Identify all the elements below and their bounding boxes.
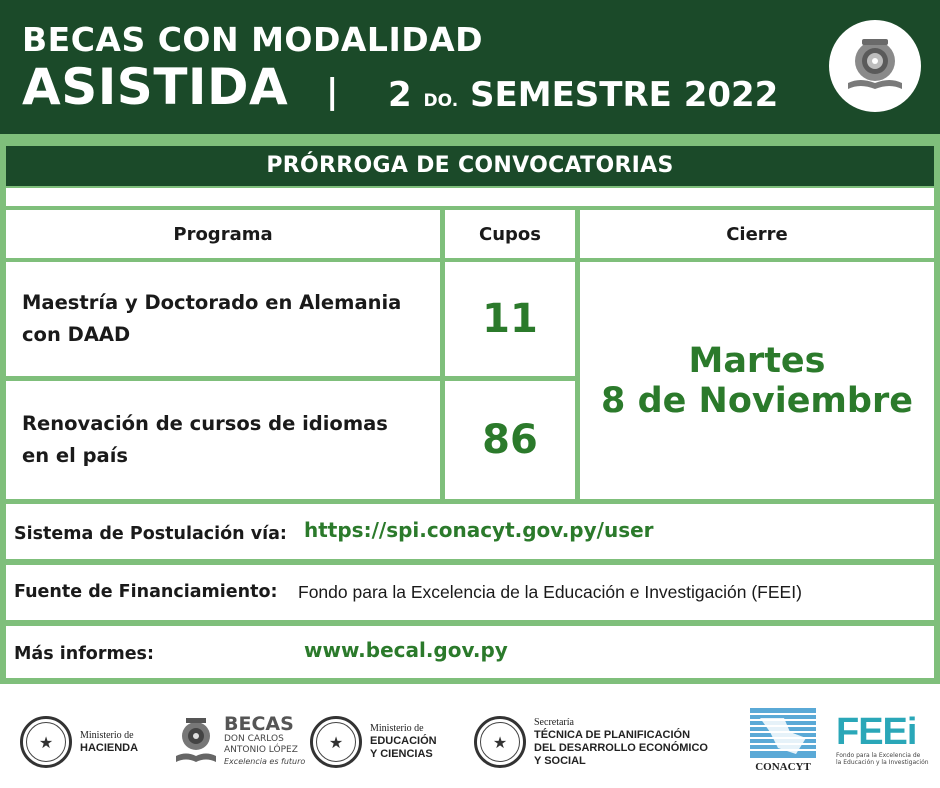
programa-1-line1: Maestría y Doctorado en Alemania [22, 291, 402, 314]
financiamiento-value: Fondo para la Excelencia de la Educación e Investigación (FEEI) [298, 582, 802, 602]
cierre-date [580, 262, 934, 499]
cupos-row-1: 11 [445, 262, 575, 376]
steam-engine-icon [174, 716, 218, 766]
title-line2: ASISTIDA [22, 58, 289, 116]
feei-sub1: Fondo para la Excelencia de [836, 752, 921, 759]
cierre-date-text: 8 de Noviembre [601, 380, 913, 421]
logo-mec [310, 716, 437, 768]
republic-seal-icon: ★ [310, 716, 362, 768]
financiamiento-label: Fuente de Financiamiento: [14, 582, 278, 602]
becas-title: BECAS [224, 713, 294, 735]
semester-ordinal: DO. [423, 91, 459, 111]
informes-link[interactable]: www.becal.gov.py [304, 638, 508, 662]
logo-feei [836, 712, 929, 766]
becas-sub2: ANTONIO LÓPEZ [224, 745, 298, 755]
financiamiento-row [6, 565, 934, 620]
hacienda-big: HACIENDA [80, 741, 139, 754]
header-programa: Programa [6, 210, 440, 258]
programa-row-1 [6, 262, 440, 376]
semester-text: SEMESTRE 2022 [470, 75, 779, 115]
header-banner [0, 0, 940, 134]
stp-big3: Y SOCIAL [534, 754, 586, 767]
logo-hacienda [20, 716, 138, 768]
programa-row-2 [6, 381, 440, 499]
becas-logo [829, 20, 921, 112]
informes-row [6, 626, 934, 678]
conacyt-map-icon [750, 708, 816, 758]
title-separator: | [326, 72, 339, 112]
postulacion-label: Sistema de Postulación vía: [14, 524, 287, 544]
programa-2-line1: Renovación de cursos de idiomas [22, 412, 388, 435]
programa-1-line2: con DAAD [22, 323, 131, 346]
mec-big2: Y CIENCIAS [370, 748, 433, 760]
steam-engine-book-icon [840, 31, 910, 101]
hacienda-small: Ministerio de [80, 729, 134, 741]
mec-big1: EDUCACIÓN [370, 735, 437, 747]
feei-sub2: la Educación y la Investigación [836, 759, 929, 766]
becas-sub1: DON CARLOS [224, 734, 284, 744]
postulacion-row [6, 504, 934, 559]
logo-becas [174, 714, 305, 767]
stp-big2: DEL DESARROLLO ECONÓMICO [534, 741, 708, 754]
header-cupos: Cupos [445, 210, 575, 258]
logo-stp [474, 716, 708, 768]
cierre-day: Martes [688, 340, 826, 381]
cupos-row-2: 86 [445, 381, 575, 499]
footer-logos [0, 684, 940, 788]
stp-small: Secretaría [534, 716, 574, 728]
semester-label [388, 75, 778, 115]
spacer-strip [6, 188, 934, 206]
republic-seal-icon: ★ [20, 716, 72, 768]
becas-tag: Excelencia es futuro [224, 757, 306, 766]
prorroga-title: PRÓRROGA DE CONVOCATORIAS [6, 146, 934, 186]
programa-2-line2: en el país [22, 444, 129, 467]
feei-logo-text: FEEi [836, 711, 917, 753]
logo-conacyt [750, 708, 816, 773]
conacyt-label: CONACYT [755, 761, 811, 773]
semester-number: 2 [388, 75, 412, 115]
informes-label: Más informes: [14, 644, 154, 664]
stp-big1: TÉCNICA DE PLANIFICACIÓN [534, 728, 691, 741]
postulacion-link[interactable]: https://spi.conacyt.gov.py/user [304, 518, 654, 542]
title-line1: BECAS CON MODALIDAD [22, 20, 484, 59]
mec-small: Ministerio de [370, 723, 424, 734]
republic-seal-icon: ★ [474, 716, 526, 768]
header-cierre: Cierre [580, 210, 934, 258]
